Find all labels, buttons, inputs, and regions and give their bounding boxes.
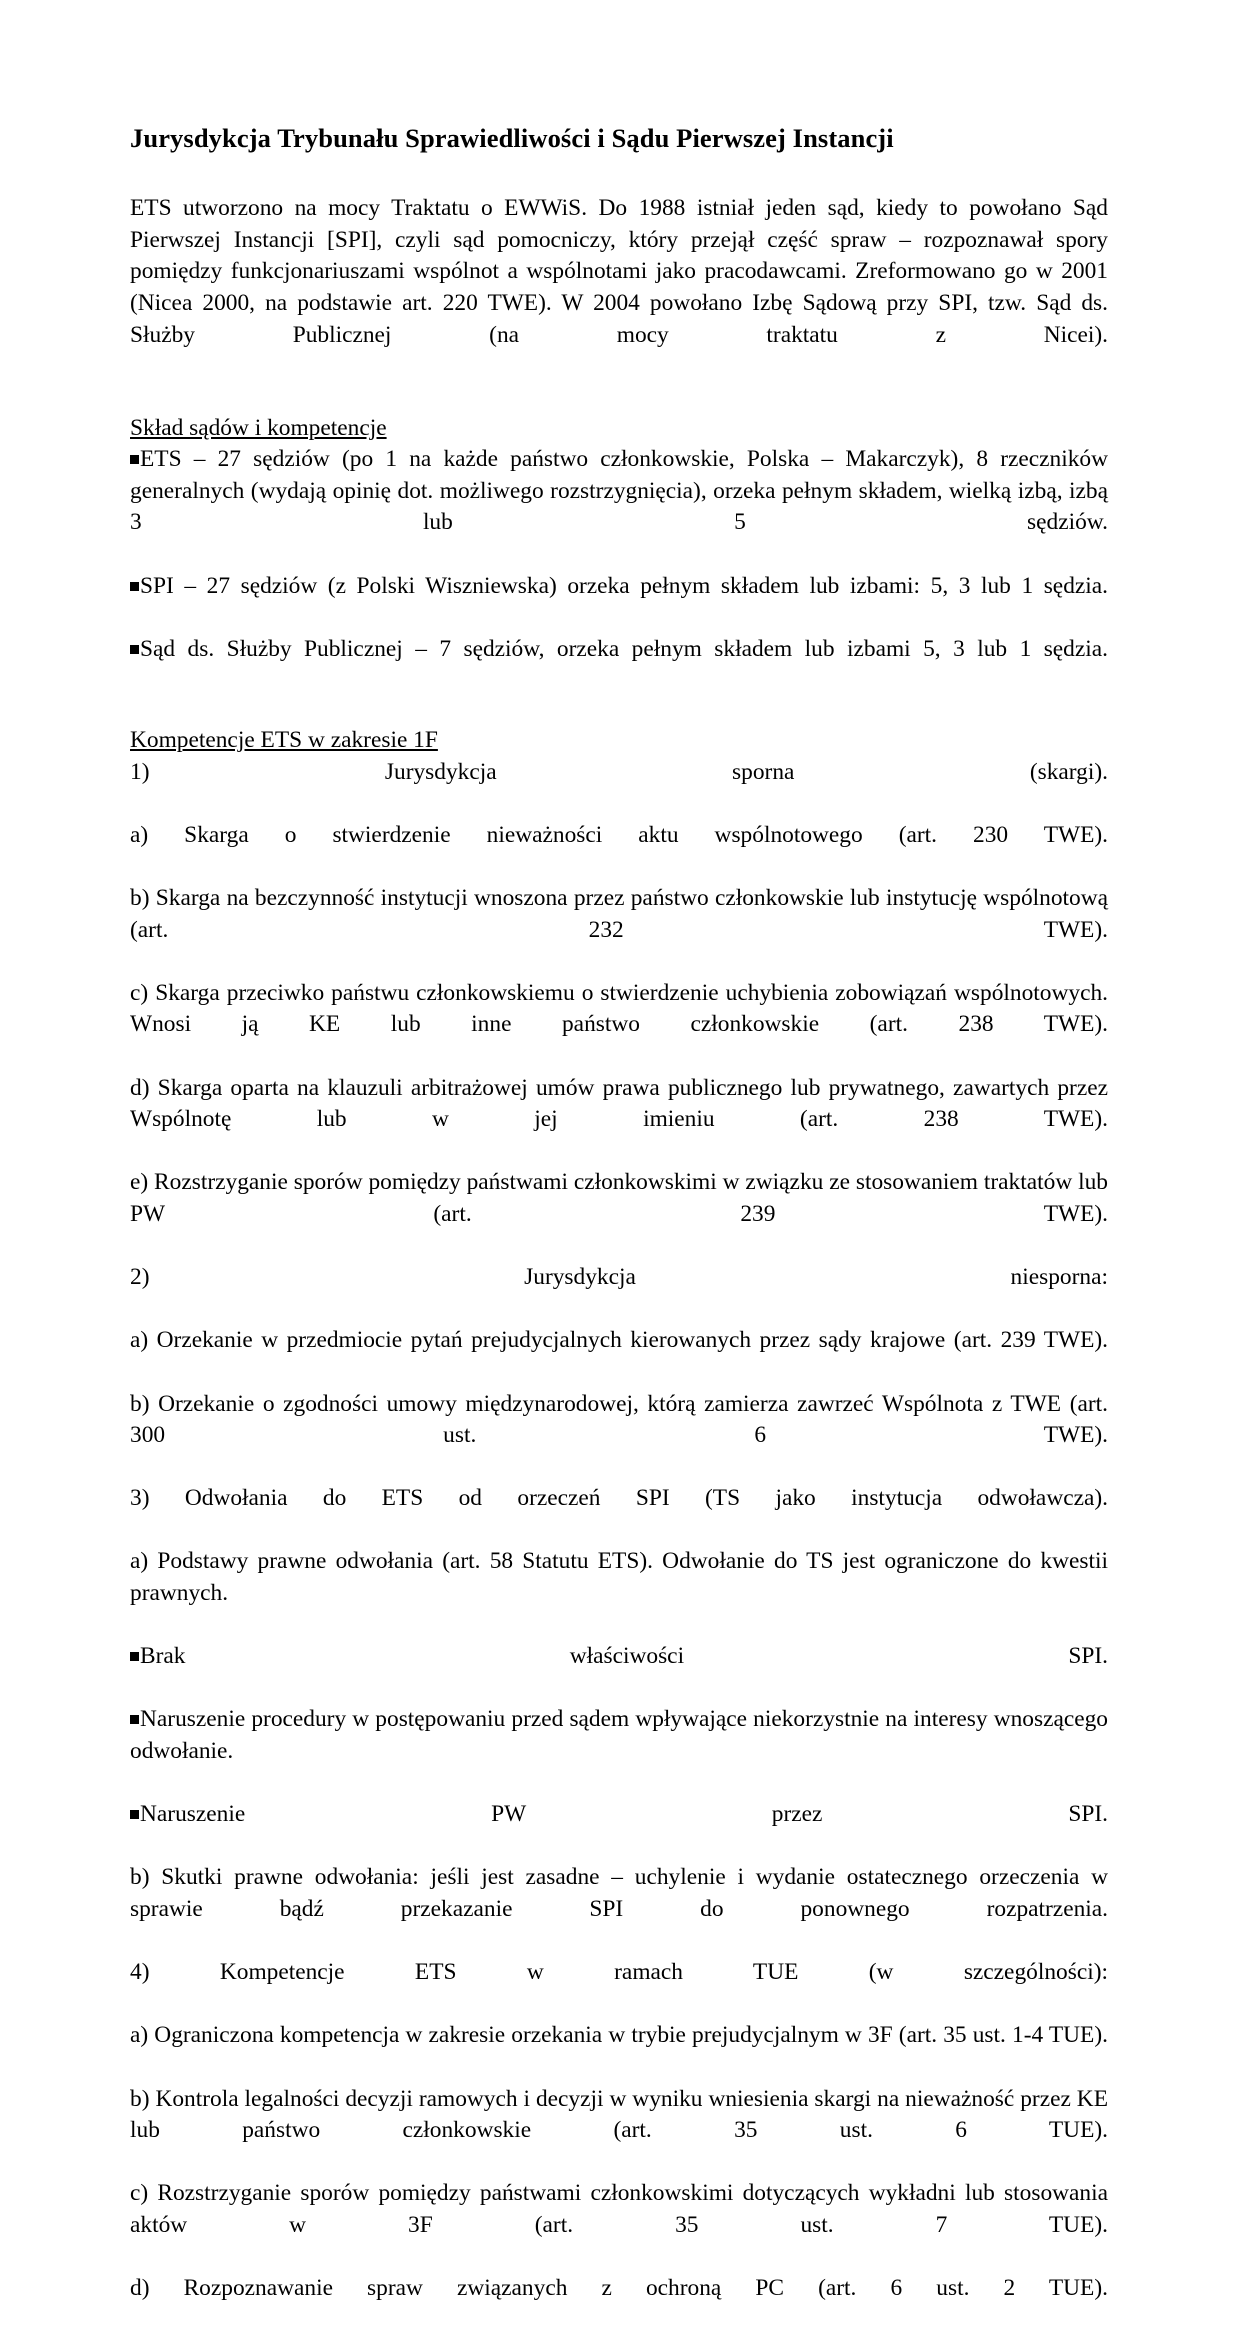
- square-bullet-icon: [130, 1715, 139, 1724]
- list-item: 2) Jurysdykcja niesporna:: [130, 1264, 1108, 1291]
- page-title: Jurysdykcja Trybunału Sprawiedliwości i Sądu Pierwszej Instancji: [130, 123, 894, 153]
- square-bullet-icon: [130, 455, 139, 464]
- list-item: b) Kontrola legalności decyzji ramowych i decyzji w wyniku wniesienia skargi na nieważność przez KE lub państwo członkowskie (art. 35 ust. 6 TUE).: [130, 2085, 1108, 2144]
- section-heading-sklad-sadow: Skład sądów i kompetencje: [130, 414, 387, 441]
- square-bullet-icon: [130, 1652, 139, 1661]
- list-item: c) Skarga przeciwko państwu członkowskiemu o stwierdzenie uchybienia zobowiązań wspólnotowych. Wnosi ją KE lub inne państwo członkowskie (art. 238 TWE).: [130, 979, 1108, 1038]
- list-item: 4) Kompetencje ETS w ramach TUE (w szczególności):: [130, 1959, 1108, 1986]
- title-gap: [130, 155, 1108, 193]
- list-item: c) Rozstrzyganie sporów pomiędzy państwami członkowskimi dotyczących wykładni lub stosowania aktów w 3F (art. 35 ust. 7 TUE).: [130, 2180, 1108, 2238]
- list-item: b) Skutki prawne odwołania: jeśli jest zasadne – uchylenie i wydanie ostatecznego orzeczenia w sprawie bądź przekazanie SPI do ponownego rozpatrzenia.: [130, 1864, 1108, 1922]
- list-item: e) Rozstrzyganie sporów pomiędzy państwami członkowskimi w związku ze stosowaniem traktatów lub PW (art. 239 TWE).: [130, 1169, 1108, 1227]
- list-item-text: Naruszenie procedury w postępowaniu przed sądem wpływające niekorzystnie na interesy wnoszącego odwołanie.: [130, 1706, 1108, 1765]
- list-item: [130, 1799, 1108, 1862]
- list-item-text: Brak właściwości SPI.: [140, 1643, 1108, 1670]
- list-item-text: Naruszenie PW przez SPI.: [140, 1801, 1108, 1828]
- list-item: [130, 634, 1108, 697]
- list-item: b) Skarga na bezczynność instytucji wnoszona przez państwo członkowskie lub instytucję wspólnotową (art. 232 TWE).: [130, 885, 1108, 943]
- list-item: [130, 571, 1108, 634]
- square-bullet-icon: [130, 582, 139, 591]
- kompetencje-list: [130, 757, 1108, 2336]
- list-item: d) Rozpoznawanie spraw związanych z ochroną PC (art. 6 ust. 2 TUE).: [130, 2275, 1108, 2302]
- list-item: a) Skarga o stwierdzenie nieważności aktu wspólnotowego (art. 230 TWE).: [130, 821, 1108, 848]
- list-item-text: Sąd ds. Służby Publicznej – 7 sędziów, orzeka pełnym składem lub izbami 5, 3 lub 1 sędzia.: [140, 635, 1108, 662]
- square-bullet-icon: [130, 645, 139, 654]
- list-item: a) Ograniczona kompetencja w zakresie orzekania w trybie prejudycjalnym w 3F (art. 35 ust. 1-4 TUE).: [130, 2022, 1108, 2049]
- intro-paragraph: ETS utworzono na mocy Traktatu o EWWiS. Do 1988 istniał jeden sąd, kiedy to powołano Sąd Pierwszej Instancji [SPI], czyli sąd pomocniczy, który przejął część spraw – rozpoznawał spory pomiędzy funkcjonariuszami wspólnot a wspólnotami jako pracodawcami. Zreformowano go w 2001 (Nicea 2000, na podstawie art. 220 TWE). W 2004 powołano Izbę Sądową przy SPI, tzw. Sąd ds. Służby Publicznej (na mocy traktatu z Nicei).: [130, 195, 1108, 348]
- list-item: a) Podstawy prawne odwołania (art. 58 Statutu ETS). Odwołanie do TS jest ograniczone do kwestii prawnych.: [130, 1548, 1108, 1607]
- list-item: [130, 1641, 1108, 1704]
- section-heading-kompetencje-ets: Kompetencje ETS w zakresie 1F: [130, 727, 438, 754]
- square-bullet-icon: [130, 1810, 139, 1819]
- section-gap-2: [130, 697, 1108, 725]
- list-item: [130, 444, 1108, 570]
- list-item: d) Skarga oparta na klauzuli arbitrażowej umów prawa publicznego lub prywatnego, zawartych przez Wspólnotę lub w jej imieniu (art. 238 TWE).: [130, 1074, 1108, 1133]
- list-item: 3) Odwołania do ETS od orzeczeń SPI (TS jako instytucja odwoławcza).: [130, 1485, 1108, 1512]
- list-item: 1) Jurysdykcja sporna (skargi).: [130, 758, 1108, 785]
- document-body: [130, 122, 1108, 2336]
- list-item: [130, 1704, 1108, 1799]
- list-item: a) Orzekanie w przedmiocie pytań prejudycjalnych kierowanych przez sądy krajowe (art. 239 TWE).: [130, 1327, 1108, 1354]
- list-item: b) Orzekanie o zgodności umowy międzynarodowej, którą zamierza zawrzeć Wspólnota z TWE (art. 300 ust. 6 TWE).: [130, 1390, 1108, 1449]
- list-item-text: SPI – 27 sędziów (z Polski Wiszniewska) orzeka pełnym składem lub izbami: 5, 3 lub 1 sędzia.: [140, 572, 1108, 599]
- list-item-text: ETS – 27 sędziów (po 1 na każde państwo członkowskie, Polska – Makarczyk), 8 rzeczników generalnych (wydają opinię dot. możliwego rozstrzygnięcia), orzeka pełnym składem, wielką izbą, izbą 3 lub 5 sędziów.: [130, 446, 1108, 536]
- section-gap-1: [130, 383, 1108, 413]
